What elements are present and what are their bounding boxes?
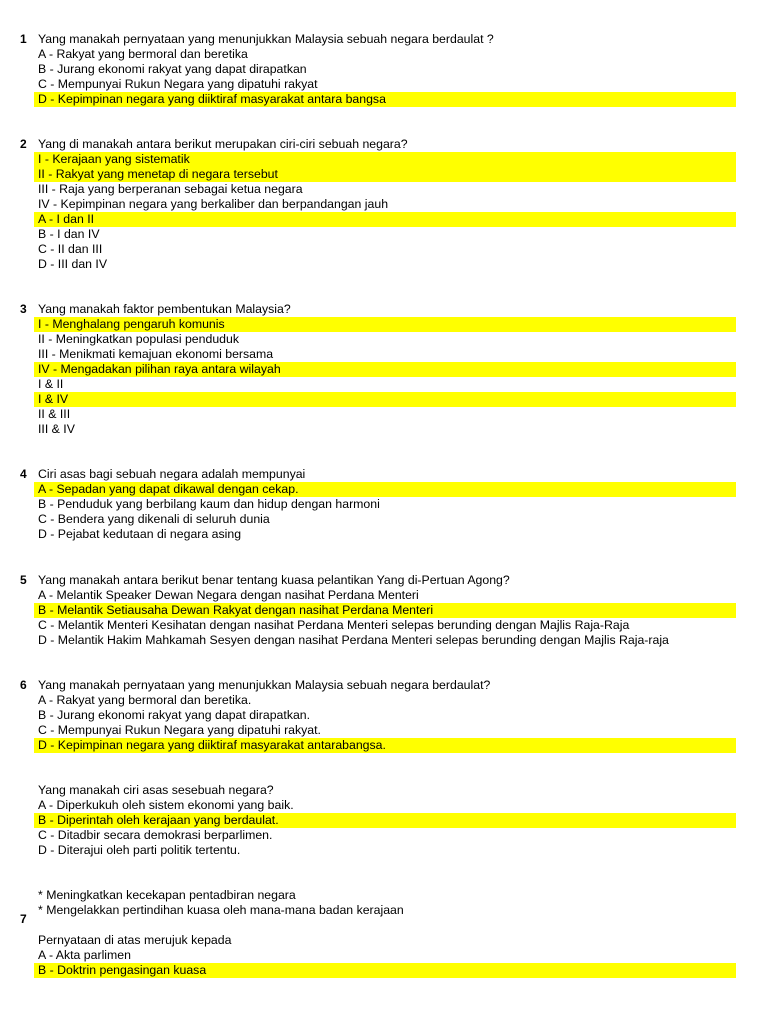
- option-line: II & III: [38, 407, 71, 421]
- option-line: [34, 918, 736, 933]
- option-line: III & IV: [38, 422, 75, 436]
- option-line: A - Akta parlimen: [38, 948, 131, 962]
- question-number: 4: [20, 467, 27, 481]
- option-line: C - Ditadbir secara demokrasi berparlimen.: [38, 828, 273, 842]
- question-text: Yang manakah ciri asas sesebuah negara?: [38, 783, 274, 797]
- highlighted-answer: B - Doktrin pengasingan kuasa: [34, 963, 736, 978]
- question-number: 7: [20, 912, 27, 926]
- highlighted-answer: II - Rakyat yang menetap di negara tersebut: [34, 167, 736, 182]
- option-line: B - I dan IV: [38, 227, 100, 241]
- highlighted-answer: D - Kepimpinan negara yang diiktiraf masyarakat antara bangsa: [34, 92, 736, 107]
- option-line: C - II dan III: [38, 242, 103, 256]
- highlighted-answer: I - Kerajaan yang sistematik: [34, 152, 736, 167]
- question-number: 1: [20, 32, 27, 46]
- option-line: C - Bendera yang dikenali di seluruh dunia: [38, 512, 270, 526]
- question-number: 3: [20, 302, 27, 316]
- question-number: 5: [20, 573, 27, 587]
- highlighted-answer: A - I dan II: [34, 212, 736, 227]
- question-text: Yang manakah antara berikut benar tentang kuasa pelantikan Yang di-Pertuan Agong?: [38, 573, 510, 587]
- highlighted-answer: A - Sepadan yang dapat dikawal dengan cekap.: [34, 482, 736, 497]
- highlighted-answer: B - Melantik Setiausaha Dewan Rakyat dengan nasihat Perdana Menteri: [34, 603, 736, 618]
- option-line: B - Jurang ekonomi rakyat yang dapat dirapatkan.: [38, 708, 311, 722]
- option-line: A - Rakyat yang bermoral dan beretika: [38, 47, 248, 61]
- highlighted-answer: IV - Mengadakan pilihan raya antara wilayah: [34, 362, 736, 377]
- option-line: IV - Kepimpinan negara yang berkaliber dan berpandangan jauh: [38, 197, 389, 211]
- question-text: Yang manakah faktor pembentukan Malaysia?: [38, 302, 291, 316]
- option-line: B - Jurang ekonomi rakyat yang dapat dirapatkan: [38, 62, 307, 76]
- question-number: 6: [20, 678, 27, 692]
- question-text: Yang manakah pernyataan yang menunjukkan Malaysia sebuah negara berdaulat?: [38, 678, 491, 692]
- question-text: Ciri asas bagi sebuah negara adalah mempunyai: [38, 467, 306, 481]
- option-line: D - Pejabat kedutaan di negara asing: [38, 527, 242, 541]
- option-line: III - Menikmati kemajuan ekonomi bersama: [38, 347, 274, 361]
- option-line: * Mengelakkan pertindihan kuasa oleh mana-mana badan kerajaan: [38, 903, 404, 917]
- option-line: C - Mempunyai Rukun Negara yang dipatuhi rakyat: [38, 77, 318, 91]
- option-line: I & II: [38, 377, 64, 391]
- question-text: Yang di manakah antara berikut merupakan ciri-ciri sebuah negara?: [38, 137, 408, 151]
- option-line: * Meningkatkan kecekapan pentadbiran negara: [38, 888, 296, 902]
- option-line: C - Melantik Menteri Kesihatan dengan nasihat Perdana Menteri selepas berunding dengan Majlis Raja-Raja: [38, 618, 630, 632]
- question-number: 2: [20, 137, 27, 151]
- option-line: II - Meningkatkan populasi penduduk: [38, 332, 239, 346]
- option-line: D - III dan IV: [38, 257, 108, 271]
- option-line: Pernyataan di atas merujuk kepada: [38, 933, 232, 947]
- question-text: Yang manakah pernyataan yang menunjukkan Malaysia sebuah negara berdaulat ?: [38, 32, 494, 46]
- highlighted-answer: I - Menghalang pengaruh komunis: [34, 317, 736, 332]
- option-line: III - Raja yang berperanan sebagai ketua negara: [38, 182, 303, 196]
- option-line: A - Rakyat yang bermoral dan beretika.: [38, 693, 252, 707]
- option-line: D - Melantik Hakim Mahkamah Sesyen dengan nasihat Perdana Menteri selepas berunding dengan Majlis Raja-raja: [38, 633, 669, 647]
- option-line: C - Mempunyai Rukun Negara yang dipatuhi rakyat.: [38, 723, 321, 737]
- highlighted-answer: I & IV: [34, 392, 736, 407]
- highlighted-answer: B - Diperintah oleh kerajaan yang berdaulat.: [34, 813, 736, 828]
- option-line: D - Diterajui oleh parti politik tertentu.: [38, 843, 241, 857]
- option-line: A - Diperkukuh oleh sistem ekonomi yang baik.: [38, 798, 294, 812]
- option-line: B - Penduduk yang berbilang kaum dan hidup dengan harmoni: [38, 497, 380, 511]
- option-line: A - Melantik Speaker Dewan Negara dengan nasihat Perdana Menteri: [38, 588, 419, 602]
- highlighted-answer: D - Kepimpinan negara yang diiktiraf masyarakat antarabangsa.: [34, 738, 736, 753]
